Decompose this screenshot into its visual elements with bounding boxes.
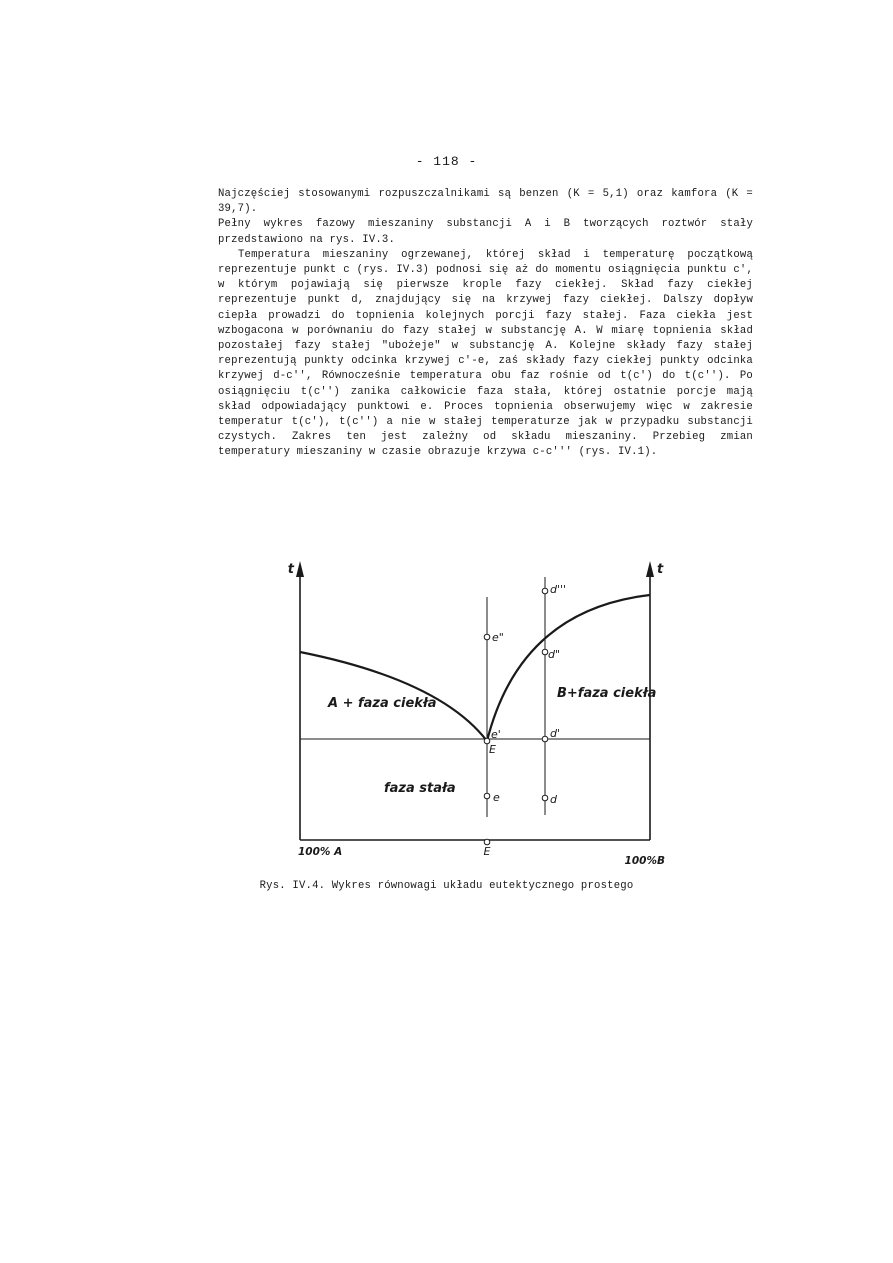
figure-caption: Rys. IV.4. Wykres równowagi układu eutektycznego prostego xyxy=(259,880,634,892)
point-d-prime xyxy=(542,736,548,742)
point-e xyxy=(484,793,490,799)
phase-diagram-svg xyxy=(280,555,680,875)
region-label-A-liquid: A + faza ciekła xyxy=(328,696,437,711)
label-d-prime: d' xyxy=(550,727,561,740)
region-label-B-liquid: B+faza ciekła xyxy=(557,686,657,701)
label-e-prime: e' xyxy=(491,728,501,741)
axis-label-t-left: t xyxy=(287,562,294,577)
point-E-bottom xyxy=(484,839,490,845)
axis-label-t-right: t xyxy=(657,562,664,577)
point-d-triple-prime xyxy=(542,588,548,594)
left-axis-arrow xyxy=(296,561,304,577)
right-axis-arrow xyxy=(646,561,654,577)
body-text xyxy=(218,187,753,461)
label-E-axis: E xyxy=(483,845,491,858)
region-label-solid: faza stała xyxy=(384,781,456,796)
liquidus-curve-B xyxy=(487,595,650,741)
label-d-double-prime: d" xyxy=(548,648,561,661)
page-number: - 118 - xyxy=(415,154,478,169)
point-d xyxy=(542,795,548,801)
label-d-triple-prime: d''' xyxy=(550,583,567,596)
paragraph-solvents: Najczęściej stosowanymi rozpuszczalnikami są benzen (K = 5,1) oraz kamfora (K = 39,7). xyxy=(218,188,753,216)
label-E-eutectic: E xyxy=(489,743,496,756)
paragraph-melting-process: Temperatura mieszaniny ogrzewanej, której skład i temperaturę początkową reprezentuje punkt c (rys. IV.3) podnosi się aż do momentu osiągnięcia punktu c', w którym pojawiają się pierwsze krople fazy ciekłej. Skład fazy ciekłej reprezentuje punkt d, znajdujący się na krzywej fazy ciekłej. Dalszy dopływ ciepła prowadzi do topnienia kolejnych porcji fazy stałej. Faza ciekła jest wzbogacona w porównaniu do fazy stałej w substancję A. W miarę topnienia skład pozostałej fazy stałej "ubożeje" w substancję A. Kolejne składy fazy stałej reprezentują punkty odcinka krzywej c'-e, zaś składy fazy ciekłej punkty odcinka krzywej d-c'', Równocześnie temperatura obu faz rośnie od t(c') do t(c''). Po osiągnięciu t(c'') zanika całkowicie faza stała, której ostatnie porcje mają skład odpowiadający punktowi e. Proces topnienia obserwujemy więc w zakresie temperatur t(c'), t(c'') a nie w stałej temperaturze jak w przypadku substancji czystych. Zakres ten jest zależny od składu mieszaniny. Przebieg zmian temperatury mieszaniny w czasie obrazuje krzywa c-c''' (rys. IV.1). xyxy=(218,248,753,459)
paragraph-phase-diagram-intro: Pełny wykres fazowy mieszaniny substancji A i B tworzących roztwór stały przedstawiono na rys. IV.3. xyxy=(218,218,753,246)
point-d-double-prime xyxy=(542,649,548,655)
label-e-double-prime: e" xyxy=(492,631,504,644)
x-label-100-B: 100%B xyxy=(624,855,665,867)
point-e-double-prime xyxy=(484,634,490,640)
eutectic-phase-diagram xyxy=(280,555,680,875)
label-d: d xyxy=(550,793,557,806)
label-e: e xyxy=(493,791,500,804)
x-label-100-A: 100% A xyxy=(298,846,343,858)
